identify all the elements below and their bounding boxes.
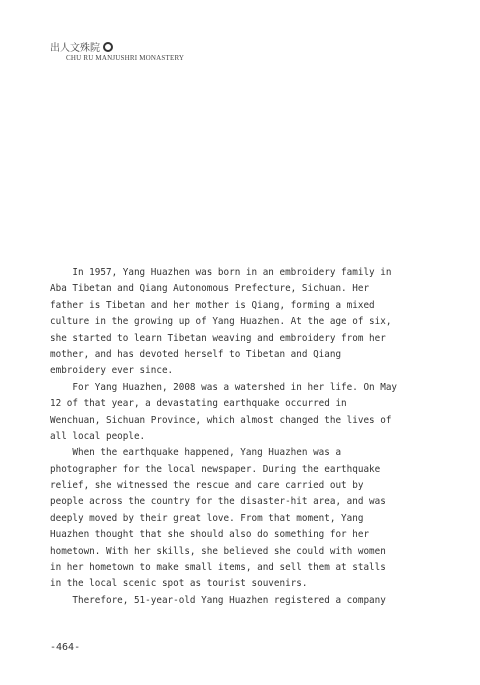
ring-icon bbox=[103, 42, 113, 52]
paragraph-4 bbox=[50, 593, 442, 609]
text-line: hometown. With her skills, she believed she could with women bbox=[50, 545, 386, 557]
running-header bbox=[50, 40, 184, 62]
text-line: in her hometown to make small items, and sell them at stalls bbox=[50, 562, 386, 574]
text-line: Therefore, 51-year-old Yang Huazhen registered a company bbox=[50, 594, 386, 606]
paragraph-2 bbox=[50, 380, 442, 446]
text-line: culture in the growing up of Yang Huazhen. At the age of six, bbox=[50, 316, 392, 328]
text-line: Huazhen thought that she should also do something for her bbox=[50, 529, 370, 541]
text-line: For Yang Huazhen, 2008 was a watershed in her life. On May bbox=[50, 381, 398, 393]
text-line: people across the country for the disaster-hit area, and was bbox=[50, 496, 386, 508]
text-line: Wenchuan, Sichuan Province, which almost changed the lives of bbox=[50, 414, 392, 426]
text-line: in the local scenic spot as tourist souvenirs. bbox=[50, 578, 308, 590]
text-line: relief, she witnessed the rescue and care carried out by bbox=[50, 480, 364, 492]
text-line: deeply moved by their great love. From that moment, Yang bbox=[50, 512, 364, 524]
text-line: 12 of that year, a devastating earthquake occurred in bbox=[50, 398, 347, 410]
header-title-row bbox=[50, 40, 184, 53]
text-line: Aba Tibetan and Qiang Autonomous Prefecture, Sichuan. Her bbox=[50, 283, 370, 295]
text-line: mother, and has devoted herself to Tibetan and Qiang bbox=[50, 348, 342, 360]
page-number: -464- bbox=[50, 642, 81, 653]
text-line: In 1957, Yang Huazhen was born in an embroidery family in bbox=[50, 267, 392, 278]
text-line: When the earthquake happened, Yang Huazhen was a bbox=[50, 447, 342, 459]
text-line: all local people. bbox=[50, 430, 146, 442]
text-line: embroidery ever since. bbox=[50, 365, 174, 377]
header-subtitle: CHU RU MANJUSHRI MONASTERY bbox=[66, 54, 185, 62]
text-line: photographer for the local newspaper. During the earthquake bbox=[50, 463, 381, 475]
text-line: she started to learn Tibetan weaving and embroidery from her bbox=[50, 332, 386, 344]
text-line: father is Tibetan and her mother is Qiang, forming a mixed bbox=[50, 299, 375, 311]
paragraph-1 bbox=[50, 265, 442, 380]
body-text bbox=[50, 265, 442, 609]
header-title: 出人文殊院 bbox=[50, 43, 100, 54]
paragraph-3 bbox=[50, 445, 442, 593]
